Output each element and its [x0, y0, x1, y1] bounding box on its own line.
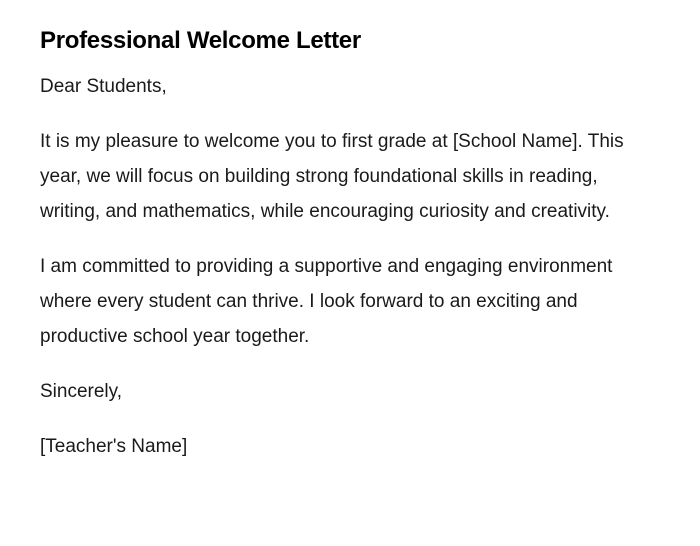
letter-paragraph-1: It is my pleasure to welcome you to first grade at [School Name]. This year, we will focus on building strong foundational skills in reading, writing, and mathematics, while encouraging curiosity and creativity. [40, 131, 624, 222]
letter-signature: [Teacher's Name] [40, 436, 188, 457]
letter-closing: Sincerely, [40, 381, 123, 402]
letter-paragraph-2: I am committed to providing a supportive and engaging environment where every student can thrive. I look forward to an exciting and productive school year together. [40, 256, 613, 347]
letter-title: Professional Welcome Letter [40, 27, 361, 54]
letter-salutation: Dear Students, [40, 76, 167, 97]
letter-document [40, 26, 650, 464]
